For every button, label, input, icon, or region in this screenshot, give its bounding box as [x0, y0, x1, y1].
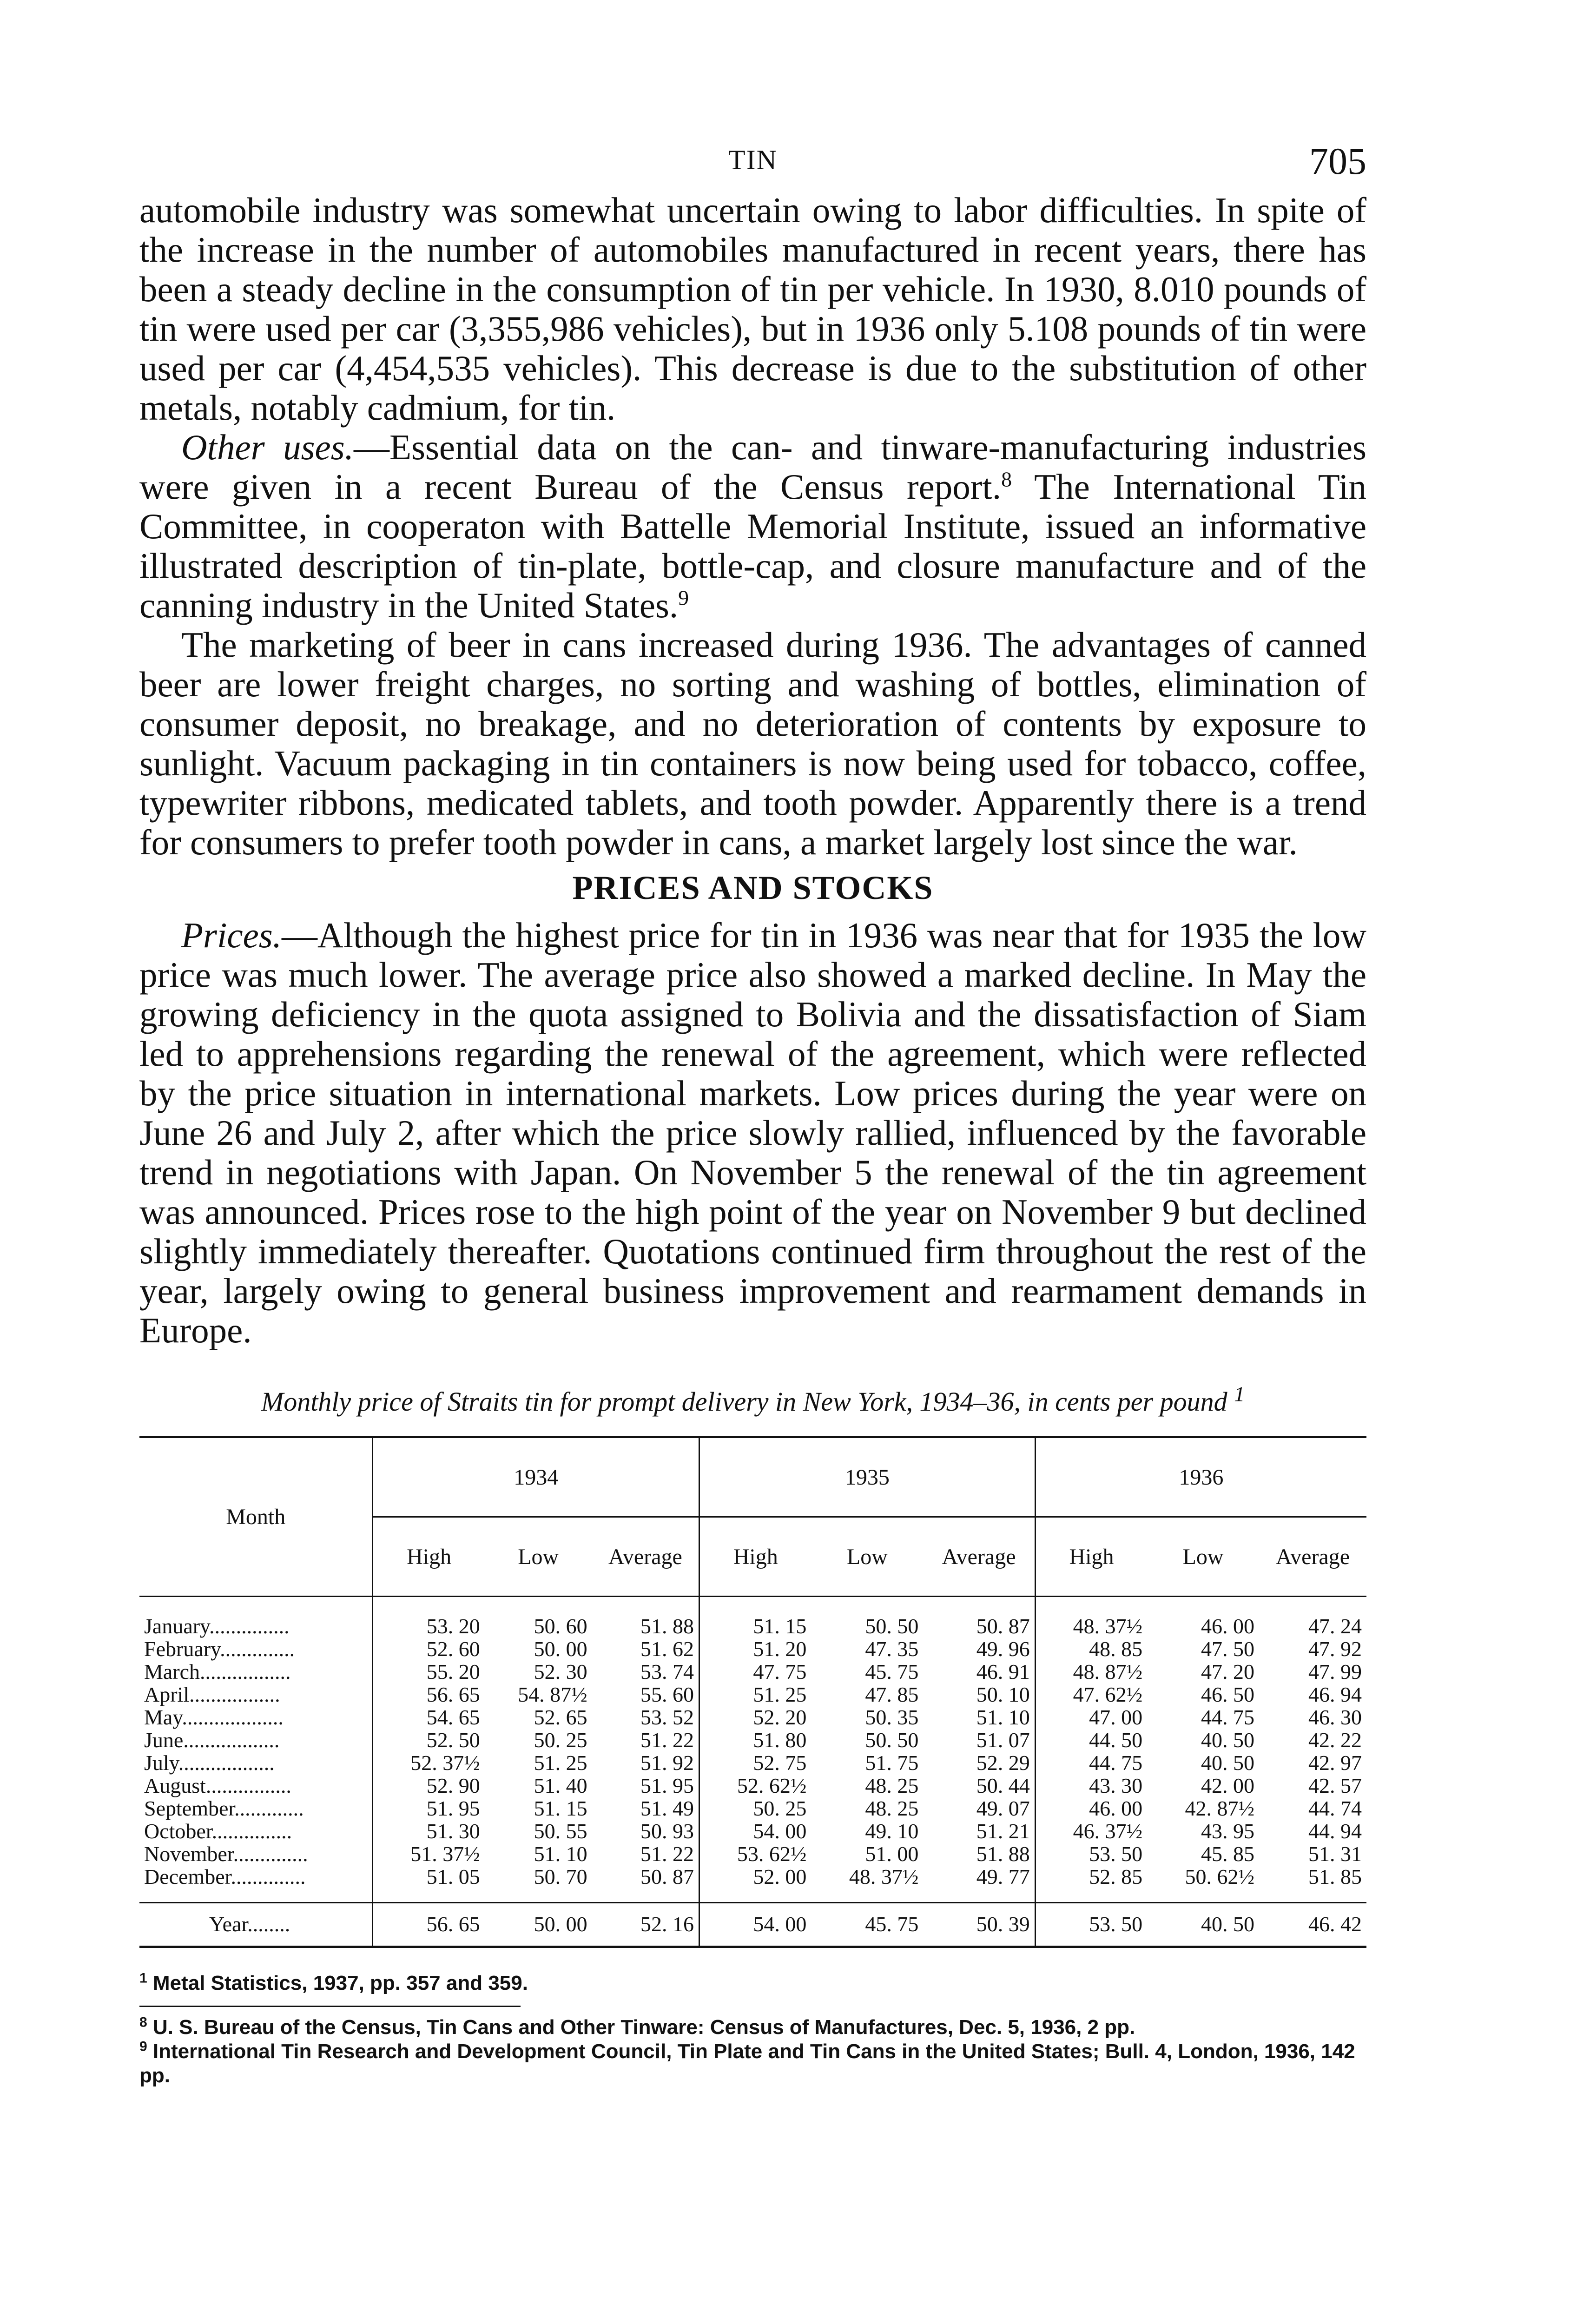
table-cell-price: 51. 62 [640, 1637, 694, 1661]
table-total-row [139, 1903, 1366, 1946]
footnote-ref: 1 [1234, 1382, 1245, 1406]
footnote-text: Metal Statistics, 1937, pp. 357 and 359. [152, 1972, 528, 1994]
table-cell-price: 42. 87½ [1185, 1796, 1255, 1820]
paragraph-text: —Essential data on the can- and tinware-manufacturing industries were given in a recent Bureau of the Census report. [139, 427, 1367, 507]
table-row [139, 1774, 1366, 1797]
table-cell-price: 47. 35 [865, 1637, 919, 1661]
table-cell-price: 52. 85 [1035, 1865, 1147, 1903]
table-cell-price: 44. 74 [1308, 1796, 1362, 1820]
table-cell-price: 46. 37½ [1035, 1820, 1147, 1842]
table-cell-price: 50. 39 [923, 1903, 1035, 1946]
table-cell-price: 50. 50 [865, 1728, 919, 1752]
table-cell-price: 51. 31 [1308, 1842, 1362, 1866]
table-cell-price: 48. 37½ [849, 1865, 919, 1888]
table-row [139, 1797, 1366, 1820]
table-cell-price: 49. 96 [976, 1637, 1030, 1661]
table-cell-price: 51. 21 [976, 1819, 1030, 1843]
document-page [139, 139, 1366, 2088]
table-cell-price: 44. 75 [1035, 1751, 1147, 1774]
table-row [139, 1751, 1366, 1774]
table-row [139, 1706, 1366, 1729]
table-cell-price: 50. 87 [640, 1865, 694, 1888]
paragraph-text: The International Tin Committee, in cooperaton with Battelle Memorial Institute, issued an informative illustrated description of tin-plate, bottle-cap, and closure manufacture and of the canning industry in the United States. [139, 467, 1366, 625]
table-caption [139, 1382, 1366, 1417]
table-cell-price: 46. 00 [1201, 1614, 1255, 1638]
table-cell-price: 42. 97 [1308, 1751, 1362, 1775]
paragraph-beer-cans: The marketing of beer in cans increased during 1936. The advantages of canned beer are lower freight charges, no sorting and washing of bottles, elimination of consumer deposit, no breakage, and no deterioration of contents by exposure to sunlight. Vacuum packaging in tin containers is now being used for tobacco, coffee, typewriter ribbons, medicated tablets, and tooth powder. Apparently there is a trend for consumers to prefer tooth powder in cans, a market largely lost since the war. [139, 625, 1366, 862]
table-header-year: 1935 [699, 1437, 1036, 1517]
paragraph-automobile: automobile industry was somewhat uncertain owing to labor difficulties. In spite of the increase in the number of automobiles manufactured in recent years, there has been a steady decline in the consumption of tin per vehicle. In 1930, 8.010 pounds of tin were used per car (3,355,986 vehicles), but in 1936 only 5.108 pounds of tin were used per car (4,454,535 vehicles). This decrease is due to the substitution of other metals, notably cadmium, for tin. [139, 190, 1366, 428]
table-cell-price: 51. 95 [373, 1797, 485, 1820]
table-cell-price: 47. 00 [1035, 1706, 1147, 1729]
table-cell-price: 53. 74 [640, 1660, 694, 1684]
table-cell-price: 51. 20 [699, 1637, 811, 1660]
table-cell-price: 50. 44 [976, 1774, 1030, 1797]
table-row [139, 1683, 1366, 1706]
table-cell-price: 54. 65 [373, 1706, 485, 1729]
table-cell-price: 56. 65 [373, 1903, 485, 1946]
table-row [139, 1865, 1366, 1903]
table-cell-price: 52. 60 [373, 1637, 485, 1660]
table-cell-price: 53. 52 [640, 1705, 694, 1729]
table-cell-price: 52. 90 [373, 1774, 485, 1797]
footnote-text: U. S. Bureau of the Census, Tin Cans and Other Tinware: Census of Manufactures, Dec. 5, 1936, 2 pp. [152, 2016, 1135, 2039]
table-cell-price: 52. 30 [534, 1660, 587, 1684]
table-cell-price: 46. 94 [1308, 1683, 1362, 1706]
table-cell-price: 51. 10 [534, 1842, 587, 1866]
footnote [139, 1971, 1366, 1995]
table-cell-price: 46. 30 [1308, 1705, 1362, 1729]
table-cell-price: 51. 25 [699, 1683, 811, 1706]
table-cell-price: 52. 29 [976, 1751, 1030, 1775]
table-cell-price: 47. 92 [1308, 1637, 1362, 1661]
table-cell-month: July.................. [144, 1751, 275, 1775]
table-cell-price: 51. 05 [373, 1865, 485, 1903]
price-table [139, 1436, 1366, 1946]
table-bottom-rule [139, 1946, 1366, 1948]
table-cell-price: 47. 24 [1308, 1614, 1362, 1638]
table-cell-price: 51. 00 [865, 1842, 919, 1866]
table-cell-month: Year........ [139, 1903, 373, 1946]
table-cell-price: 50. 00 [485, 1903, 592, 1946]
table-cell-price: 49. 10 [865, 1819, 919, 1843]
table-cell-price: 51. 95 [640, 1774, 694, 1797]
table-cell-price: 51. 49 [640, 1796, 694, 1820]
table-cell-price: 43. 30 [1035, 1774, 1147, 1797]
table-cell-price: 50. 87 [976, 1614, 1030, 1638]
table-row [139, 1637, 1366, 1660]
table-cell-price: 40. 50 [1147, 1903, 1259, 1946]
table-cell-price: 50. 10 [976, 1683, 1030, 1706]
table-subheader: Low [485, 1517, 592, 1597]
table-cell-price: 47. 62½ [1035, 1683, 1147, 1706]
footnotes [139, 1971, 1366, 2088]
table-cell-price: 47. 85 [865, 1683, 919, 1706]
table-cell-price: 46. 42 [1259, 1903, 1366, 1946]
table-cell-month: August................ [144, 1774, 291, 1797]
footnote [139, 2015, 1366, 2040]
page-header [139, 139, 1366, 191]
table-cell-price: 46. 00 [1035, 1797, 1147, 1820]
table-row [139, 1729, 1366, 1751]
table-cell-price: 50. 93 [640, 1819, 694, 1843]
table-cell-month: January............... [144, 1614, 290, 1638]
table-subheader: Low [811, 1517, 923, 1597]
table-subheader: High [1035, 1517, 1147, 1597]
table-cell-price: 52. 50 [373, 1729, 485, 1751]
table-cell-price: 44. 75 [1201, 1705, 1255, 1729]
table-cell-price: 54. 87½ [518, 1683, 587, 1706]
table-cell-price: 52. 37½ [373, 1751, 485, 1774]
table-cell-price: 55. 20 [373, 1660, 485, 1683]
footnote-mark: 9 [139, 2039, 147, 2054]
table-cell-price: 51. 07 [976, 1728, 1030, 1752]
table-cell-price: 48. 25 [865, 1796, 919, 1820]
table-cell-price: 50. 60 [534, 1614, 587, 1638]
table-cell-price: 50. 50 [865, 1614, 919, 1638]
table-cell-price: 48. 37½ [1035, 1597, 1147, 1638]
table-cell-price: 52. 62½ [699, 1774, 811, 1797]
table-header-year: 1936 [1035, 1437, 1366, 1517]
table-cell-price: 48. 85 [1035, 1637, 1147, 1660]
table-cell-price: 43. 95 [1201, 1819, 1255, 1843]
table-cell-price: 46. 50 [1201, 1683, 1255, 1706]
table-cell-price: 55. 60 [640, 1683, 694, 1706]
table-cell-price: 51. 10 [976, 1705, 1030, 1729]
table-cell-price: 52. 16 [592, 1903, 699, 1946]
table-cell-price: 53. 50 [1035, 1903, 1147, 1946]
table-cell-price: 46. 91 [976, 1660, 1030, 1684]
table-cell-price: 51. 40 [534, 1774, 587, 1797]
table-cell-price: 50. 70 [534, 1865, 587, 1888]
table-cell-price: 48. 25 [865, 1774, 919, 1797]
table-cell-price: 47. 99 [1308, 1660, 1362, 1684]
paragraph-prices [139, 916, 1366, 1350]
table-cell-price: 51. 22 [640, 1728, 694, 1752]
table-cell-month: March................. [144, 1660, 291, 1684]
section-heading: PRICES AND STOCKS [572, 869, 934, 906]
table-subheader: Average [1259, 1517, 1366, 1597]
table-cell-month: September............. [144, 1796, 304, 1820]
table-cell-price: 50. 00 [534, 1637, 587, 1661]
table-cell-price: 47. 75 [699, 1660, 811, 1683]
table-cell-price: 44. 94 [1308, 1819, 1362, 1843]
table-cell-price: 45. 85 [1201, 1842, 1255, 1866]
table-cell-price: 51. 22 [640, 1842, 694, 1866]
table-row [139, 1842, 1366, 1865]
table-subheader: High [373, 1517, 485, 1597]
table-cell-price: 52. 75 [699, 1751, 811, 1774]
table-cell-price: 51. 15 [699, 1597, 811, 1638]
table-cell-month: June.................. [144, 1728, 280, 1752]
table-cell-price: 47. 50 [1201, 1637, 1255, 1661]
table-cell-price: 50. 62½ [1185, 1865, 1255, 1888]
page-number: 705 [1309, 140, 1366, 182]
table-cell-price: 49. 07 [976, 1796, 1030, 1820]
table-cell-price: 49. 77 [976, 1865, 1030, 1888]
paragraph-other-uses [139, 428, 1366, 625]
table-cell-price: 51. 30 [373, 1820, 485, 1842]
table-cell-price: 44. 50 [1035, 1729, 1147, 1751]
table-cell-price: 53. 62½ [699, 1842, 811, 1865]
table-cell-month: October............... [144, 1819, 292, 1843]
table-cell-price: 51. 85 [1308, 1865, 1362, 1888]
table-cell-price: 53. 50 [1035, 1842, 1147, 1865]
table-row [139, 1820, 1366, 1842]
table-cell-price: 50. 35 [865, 1705, 919, 1729]
table-cell-price: 52. 00 [699, 1865, 811, 1903]
table-cell-price: 42. 22 [1308, 1728, 1362, 1752]
table-cell-price: 51. 75 [865, 1751, 919, 1775]
table-cell-price: 45. 75 [811, 1903, 923, 1946]
table-cell-price: 52. 20 [699, 1706, 811, 1729]
table-cell-price: 42. 00 [1201, 1774, 1255, 1797]
table-body [139, 1597, 1366, 1946]
table-cell-price: 54. 00 [699, 1820, 811, 1842]
paragraph-lead-prices: Prices. [181, 915, 282, 955]
footnote-rule [139, 2006, 521, 2007]
table-cell-price: 51. 88 [640, 1614, 694, 1638]
footnote-mark: 1 [139, 1970, 147, 1986]
table-cell-month: December.............. [144, 1865, 306, 1888]
table-cell-price: 54. 00 [699, 1903, 811, 1946]
table-cell-price: 47. 20 [1201, 1660, 1255, 1684]
table-cell-month: February.............. [144, 1637, 295, 1661]
table-cell-price: 51. 37½ [373, 1842, 485, 1865]
table-cell-price: 51. 92 [640, 1751, 694, 1775]
table-cell-price: 50. 25 [699, 1797, 811, 1820]
footnote [139, 2040, 1366, 2088]
table-cell-price: 56. 65 [373, 1683, 485, 1706]
table-cell-price: 40. 50 [1201, 1751, 1255, 1775]
table-subheader: Low [1147, 1517, 1259, 1597]
table-cell-month: April................. [144, 1683, 280, 1706]
table-header-years [139, 1437, 1366, 1517]
table-cell-month: November.............. [144, 1842, 308, 1866]
table-header-year: 1934 [373, 1437, 699, 1517]
table-cell-price: 51. 88 [976, 1842, 1030, 1866]
table-cell-price: 42. 57 [1308, 1774, 1362, 1797]
table-subheader: Average [592, 1517, 699, 1597]
paragraph-lead-other-uses: Other uses. [181, 427, 354, 467]
table-row [139, 1660, 1366, 1683]
table-cell-price: 51. 15 [534, 1796, 587, 1820]
table-cell-price: 52. 65 [534, 1705, 587, 1729]
footnote-mark: 8 [139, 2014, 147, 2030]
table-header-month: Month [139, 1437, 373, 1597]
table-cell-price: 53. 20 [373, 1597, 485, 1638]
table-cell-price: 45. 75 [865, 1660, 919, 1684]
running-head: TIN [728, 145, 778, 175]
footnote-ref: 9 [678, 586, 689, 610]
table-caption-text: Monthly price of Straits tin for prompt delivery in New York, 1934–36, in cents per pound [261, 1386, 1227, 1417]
table-subheader: Average [923, 1517, 1035, 1597]
table-cell-price: 48. 87½ [1035, 1660, 1147, 1683]
table-subheader: High [699, 1517, 811, 1597]
table-cell-price: 51. 25 [534, 1751, 587, 1775]
table-cell-price: 40. 50 [1201, 1728, 1255, 1752]
footnote-ref: 8 [1001, 467, 1012, 491]
table-cell-price: 50. 25 [534, 1728, 587, 1752]
table-cell-month: May................... [144, 1705, 284, 1729]
footnote-text: International Tin Research and Development Council, Tin Plate and Tin Cans in the United States; Bull. 4, London, 1936, 142 pp. [139, 2040, 1355, 2087]
table-row [139, 1597, 1366, 1638]
paragraph-text: —Although the highest price for tin in 1936 was near that for 1935 the low price was much lower. The average price also showed a marked decline. In May the growing deficiency in the quota assigned to Bolivia and the dissatisfaction of Siam led to apprehensions regarding the renewal of the agreement, which were reflected by the price situation in international markets. Low prices during the year were on June 26 and July 2, after which the price slowly rallied, influenced by the favorable trend in negotiations with Japan. On November 5 the renewal of the tin agreement was announced. Prices rose to the high point of the year on November 9 but declined slightly immediately thereafter. Quotations continued firm throughout the rest of the year, largely owing to general business improvement and rearmament demands in Europe. [139, 915, 1366, 1350]
table-cell-price: 50. 55 [534, 1819, 587, 1843]
table-cell-price: 51. 80 [699, 1729, 811, 1751]
